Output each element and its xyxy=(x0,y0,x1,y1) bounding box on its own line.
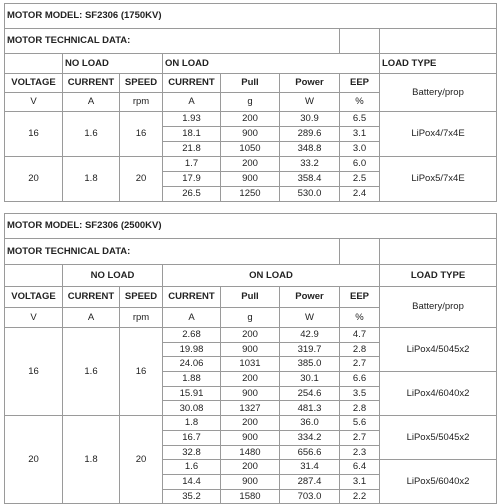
pull-value: 200 xyxy=(221,372,280,387)
no-load-current-value: 1.6 xyxy=(63,112,120,157)
eep-unit: % xyxy=(340,93,380,112)
model-row xyxy=(5,214,497,239)
pull-unit: g xyxy=(221,93,280,112)
table-row xyxy=(5,157,497,172)
empty-cell xyxy=(340,239,380,265)
power-value: 358.4 xyxy=(280,172,340,187)
pull-value: 200 xyxy=(221,416,280,431)
load-current-unit: A xyxy=(163,308,221,328)
eep-value: 3.1 xyxy=(340,127,380,142)
pull-value: 1050 xyxy=(221,142,280,157)
pull-value: 200 xyxy=(221,157,280,172)
eep-header: EEP xyxy=(340,74,380,93)
tech-data-label: MOTOR TECHNICAL DATA: xyxy=(5,239,340,265)
load-current-value: 17.9 xyxy=(163,172,221,187)
speed-header: SPEED xyxy=(120,74,163,93)
tech-data-label: MOTOR TECHNICAL DATA: xyxy=(5,29,340,54)
empty-cell xyxy=(380,239,497,265)
load-type-header: LOAD TYPE xyxy=(380,54,497,74)
voltage-header: VOLTAGE xyxy=(5,74,63,93)
load-current-value: 1.93 xyxy=(163,112,221,127)
empty-cell xyxy=(5,54,63,74)
pull-unit: g xyxy=(221,308,280,328)
no-load-header: NO LOAD xyxy=(63,265,163,287)
pull-value: 900 xyxy=(221,342,280,357)
load-current-value: 35.2 xyxy=(163,489,221,504)
motor-model-title xyxy=(5,4,497,29)
eep-value: 3.5 xyxy=(340,386,380,401)
model-row xyxy=(5,4,497,29)
power-value: 36.0 xyxy=(280,416,340,431)
no-load-current-value: 1.8 xyxy=(63,157,120,202)
power-value: 289.6 xyxy=(280,127,340,142)
load-current-value: 15.91 xyxy=(163,386,221,401)
power-value: 656.6 xyxy=(280,445,340,460)
eep-value: 2.7 xyxy=(340,430,380,445)
battery-prop-value: LiPox5/5045x2 xyxy=(380,416,497,460)
voltage-value: 20 xyxy=(5,416,63,504)
power-value: 42.9 xyxy=(280,328,340,343)
battery-prop-header: Battery/prop xyxy=(380,74,497,112)
current-header: CURRENT xyxy=(163,287,221,308)
table-row xyxy=(5,112,497,127)
pull-value: 900 xyxy=(221,386,280,401)
load-current-value: 1.6 xyxy=(163,460,221,475)
load-current-value: 32.8 xyxy=(163,445,221,460)
speed-value: 16 xyxy=(120,328,163,416)
power-value: 287.4 xyxy=(280,474,340,489)
power-value: 30.9 xyxy=(280,112,340,127)
column-header-row xyxy=(5,287,497,308)
load-current-value: 26.5 xyxy=(163,187,221,202)
eep-value: 2.7 xyxy=(340,357,380,372)
eep-value: 6.0 xyxy=(340,157,380,172)
power-value: 254.6 xyxy=(280,386,340,401)
power-unit: W xyxy=(280,93,340,112)
pull-header: Pull xyxy=(221,287,280,308)
speed-unit: rpm xyxy=(120,93,163,112)
load-current-value: 30.08 xyxy=(163,401,221,416)
eep-value: 3.1 xyxy=(340,474,380,489)
motor-model-value: SF2306 (2500KV) xyxy=(84,220,162,232)
motor-model-title xyxy=(5,214,497,239)
load-current-value: 14.4 xyxy=(163,474,221,489)
current-unit: A xyxy=(63,93,120,112)
table-row xyxy=(5,416,497,431)
speed-value: 20 xyxy=(120,416,163,504)
motor-model-label: MOTOR MODEL: xyxy=(7,220,83,232)
eep-value: 6.4 xyxy=(340,460,380,475)
power-value: 31.4 xyxy=(280,460,340,475)
power-value: 530.0 xyxy=(280,187,340,202)
pull-value: 200 xyxy=(221,460,280,475)
no-load-current-value: 1.6 xyxy=(63,328,120,416)
power-value: 334.2 xyxy=(280,430,340,445)
voltage-unit: V xyxy=(5,93,63,112)
power-value: 385.0 xyxy=(280,357,340,372)
battery-prop-value: LiPox4/5045x2 xyxy=(380,328,497,372)
eep-value: 2.2 xyxy=(340,489,380,504)
load-current-value: 19.98 xyxy=(163,342,221,357)
motor-table-2500kv xyxy=(4,213,497,504)
on-load-header: ON LOAD xyxy=(163,54,380,74)
pull-value: 1031 xyxy=(221,357,280,372)
load-type-header: LOAD TYPE xyxy=(380,265,497,287)
speed-value: 20 xyxy=(120,157,163,202)
no-load-current-value: 1.8 xyxy=(63,416,120,504)
pull-value: 1580 xyxy=(221,489,280,504)
empty-cell xyxy=(340,29,380,54)
motor-table-1750kv xyxy=(4,3,497,202)
no-load-current-header: CURRENT xyxy=(63,287,120,308)
voltage-header: VOLTAGE xyxy=(5,287,63,308)
battery-prop-value: LiPox4/6040x2 xyxy=(380,372,497,416)
no-load-current-header: CURRENT xyxy=(63,74,120,93)
pull-value: 900 xyxy=(221,474,280,489)
eep-value: 2.3 xyxy=(340,445,380,460)
battery-prop-value: LiPox5/6040x2 xyxy=(380,460,497,504)
power-header: Power xyxy=(280,74,340,93)
no-load-header: NO LOAD xyxy=(63,54,163,74)
eep-value: 2.5 xyxy=(340,172,380,187)
pull-value: 1327 xyxy=(221,401,280,416)
power-value: 703.0 xyxy=(280,489,340,504)
pull-value: 200 xyxy=(221,328,280,343)
load-current-value: 18.1 xyxy=(163,127,221,142)
pull-value: 900 xyxy=(221,172,280,187)
battery-prop-value: LiPox4/7x4E xyxy=(380,112,497,157)
voltage-unit: V xyxy=(5,308,63,328)
group-header-row xyxy=(5,265,497,287)
eep-header: EEP xyxy=(340,287,380,308)
power-value: 33.2 xyxy=(280,157,340,172)
eep-value: 3.0 xyxy=(340,142,380,157)
load-current-value: 1.88 xyxy=(163,372,221,387)
speed-value: 16 xyxy=(120,112,163,157)
voltage-value: 16 xyxy=(5,112,63,157)
power-value: 348.8 xyxy=(280,142,340,157)
pull-value: 1250 xyxy=(221,187,280,202)
on-load-header: ON LOAD xyxy=(163,265,380,287)
voltage-value: 16 xyxy=(5,328,63,416)
table-row xyxy=(5,328,497,343)
eep-value: 2.4 xyxy=(340,187,380,202)
power-value: 30.1 xyxy=(280,372,340,387)
power-value: 481.3 xyxy=(280,401,340,416)
pull-header: Pull xyxy=(221,74,280,93)
load-current-value: 1.8 xyxy=(163,416,221,431)
eep-value: 5.6 xyxy=(340,416,380,431)
speed-unit: rpm xyxy=(120,308,163,328)
eep-unit: % xyxy=(340,308,380,328)
load-current-value: 16.7 xyxy=(163,430,221,445)
eep-value: 6.5 xyxy=(340,112,380,127)
load-current-value: 1.7 xyxy=(163,157,221,172)
battery-prop-value: LiPox5/7x4E xyxy=(380,157,497,202)
group-header-row xyxy=(5,54,497,74)
load-current-value: 21.8 xyxy=(163,142,221,157)
power-value: 319.7 xyxy=(280,342,340,357)
column-header-row xyxy=(5,74,497,93)
pull-value: 900 xyxy=(221,430,280,445)
pull-value: 200 xyxy=(221,112,280,127)
load-current-value: 2.68 xyxy=(163,328,221,343)
voltage-value: 20 xyxy=(5,157,63,202)
power-unit: W xyxy=(280,308,340,328)
power-header: Power xyxy=(280,287,340,308)
empty-cell xyxy=(380,29,497,54)
battery-prop-header: Battery/prop xyxy=(380,287,497,328)
current-unit: A xyxy=(63,308,120,328)
eep-value: 6.6 xyxy=(340,372,380,387)
tech-data-row xyxy=(5,29,497,54)
empty-cell xyxy=(5,265,63,287)
load-current-unit: A xyxy=(163,93,221,112)
eep-value: 2.8 xyxy=(340,342,380,357)
current-header: CURRENT xyxy=(163,74,221,93)
speed-header: SPEED xyxy=(120,287,163,308)
pull-value: 1480 xyxy=(221,445,280,460)
motor-model-value: SF2306 (1750KV) xyxy=(84,10,162,22)
eep-value: 2.8 xyxy=(340,401,380,416)
pull-value: 900 xyxy=(221,127,280,142)
load-current-value: 24.06 xyxy=(163,357,221,372)
tech-data-row xyxy=(5,239,497,265)
motor-model-label: MOTOR MODEL: xyxy=(7,10,83,22)
eep-value: 4.7 xyxy=(340,328,380,343)
